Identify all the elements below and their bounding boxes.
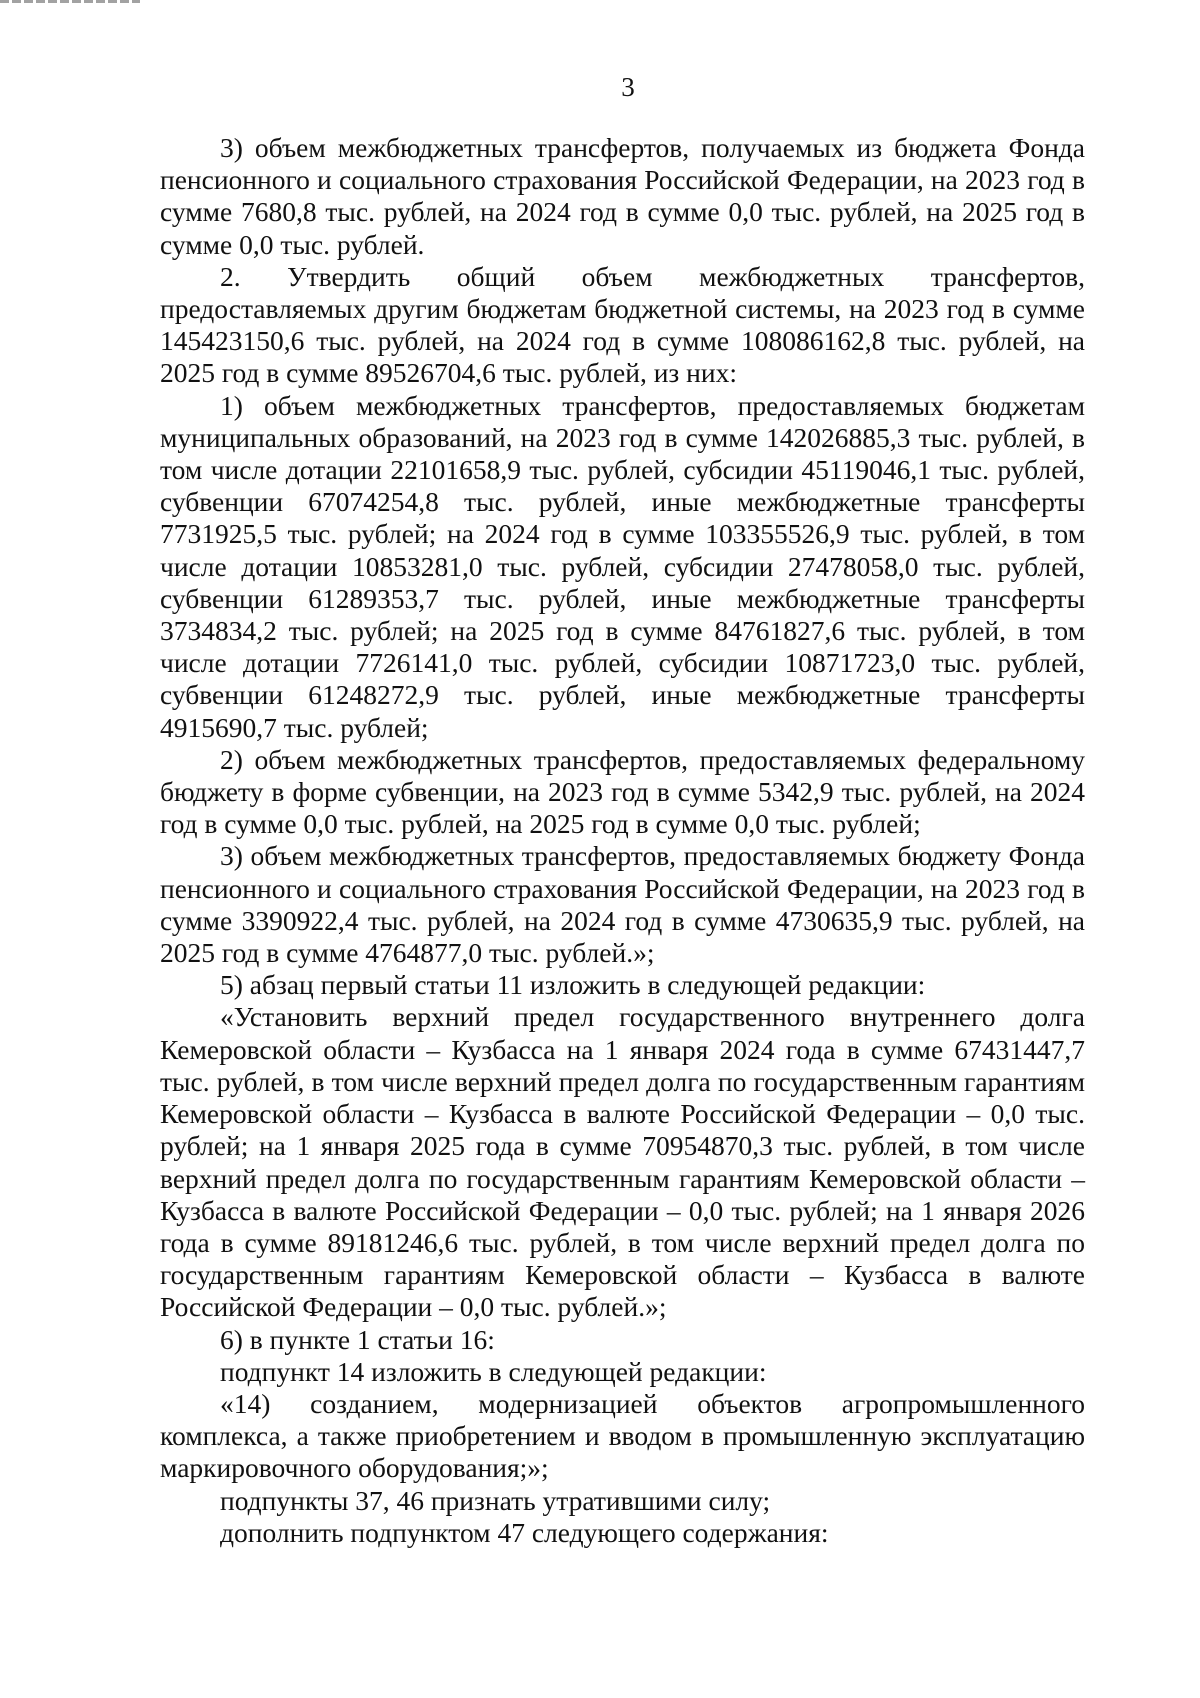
page-number: 3 xyxy=(621,72,635,102)
scan-edge-mark xyxy=(0,0,140,3)
paragraph-municipal-transfers: 1) объем межбюджетных трансфертов, предоставляемых бюджетам муниципальных образований, на 2023 год в сумме 142026885,3 тыс. рублей, в том числе дотации 22101658,9 тыс. рублей, субсидии 45119046,1 тыс. рублей, субвенции 67074254,8 тыс. рублей, иные межбюджетные трансферты 7731925,5 тыс. рублей; на 2024 год в сумме 103355526,9 тыс. рублей, в том числе дотации 10853281,0 тыс. рублей, субсидии 27478058,0 тыс. рублей, субвенции 61289353,7 тыс. рублей, иные межбюджетные трансферты 3734834,2 тыс. рублей; на 2025 год в сумме 84761827,6 тыс. рублей, в том числе дотации 7726141,0 тыс. рублей, субсидии 10871723,0 тыс. рублей, субвенции 61248272,9 тыс. рублей, иные межбюджетные трансферты 4915690,7 тыс. рублей; xyxy=(160,389,1085,743)
paragraph-item-2-total-transfers: 2. Утвердить общий объем межбюджетных трансфертов, предоставляемых другим бюджетам бюджетной системы, на 2023 год в сумме 145423150,6 тыс. рублей, на 2024 год в сумме 108086162,8 тыс. рублей, на 2025 год в сумме 89526704,6 тыс. рублей, из них: xyxy=(160,260,1085,389)
paragraph-fund-transfers-received: 3) объем межбюджетных трансфертов, получаемых из бюджета Фонда пенсионного и социального страхования Российской Федерации, на 2023 год в сумме 7680,8 тыс. рублей, на 2024 год в сумме 0,0 тыс. рублей, на 2025 год в сумме 0,0 тыс. рублей. xyxy=(160,132,1085,260)
paragraph-subitem-47-intro: дополнить подпунктом 47 следующего содержания: xyxy=(220,1516,829,1548)
paragraph-subitems-37-46: подпункты 37, 46 признать утратившими силу; xyxy=(220,1484,771,1516)
paragraph-fund-transfers-provided: 3) объем межбюджетных трансфертов, предоставляемых бюджету Фонда пенсионного и социального страхования Российской Федерации, на 2023 год в сумме 3390922,4 тыс. рублей, на 2024 год в сумме 4730635,9 тыс. рублей, на 2025 год в сумме 4764877,0 тыс. рублей.»; xyxy=(160,840,1085,969)
paragraph-subitem-14-text: «14) созданием, модернизацией объектов агропромышленного комплекса, а также приобретением и вводом в промышленную эксплуатацию маркировочного оборудования;»; xyxy=(160,1387,1085,1484)
paragraph-federal-budget-transfers: 2) объем межбюджетных трансфертов, предоставляемых федеральному бюджету в форме субвенции, на 2023 год в сумме 5342,9 тыс. рублей, на 2024 год в сумме 0,0 тыс. рублей, на 2025 год в сумме 0,0 тыс. рублей; xyxy=(160,743,1085,840)
document-body xyxy=(160,132,1085,1549)
paragraph-item-6-article-16: 6) в пункте 1 статьи 16: xyxy=(220,1323,495,1355)
paragraph-item-5-article-11: 5) абзац первый статьи 11 изложить в следующей редакции: xyxy=(220,969,926,1001)
paragraph-subitem-14-intro: подпункт 14 изложить в следующей редакции: xyxy=(220,1355,767,1387)
paragraph-debt-limit-quote: «Установить верхний предел государственного внутреннего долга Кемеровской области – Кузбасса на 1 января 2024 года в сумме 67431447,7 тыс. рублей, в том числе верхний предел долга по государственным гарантиям Кемеровской области – Кузбасса в валюте Российской Федерации – 0,0 тыс. рублей; на 1 января 2025 года в сумме 70954870,3 тыс. рублей, в том числе верхний предел долга по государственным гарантиям Кемеровской области – Кузбасса в валюте Российской Федерации – 0,0 тыс. рублей; на 1 января 2026 года в сумме 89181246,6 тыс. рублей, в том числе верхний предел долга по государственным гарантиям Кемеровской области – Кузбасса в валюте Российской Федерации – 0,0 тыс. рублей.»; xyxy=(160,1001,1085,1323)
